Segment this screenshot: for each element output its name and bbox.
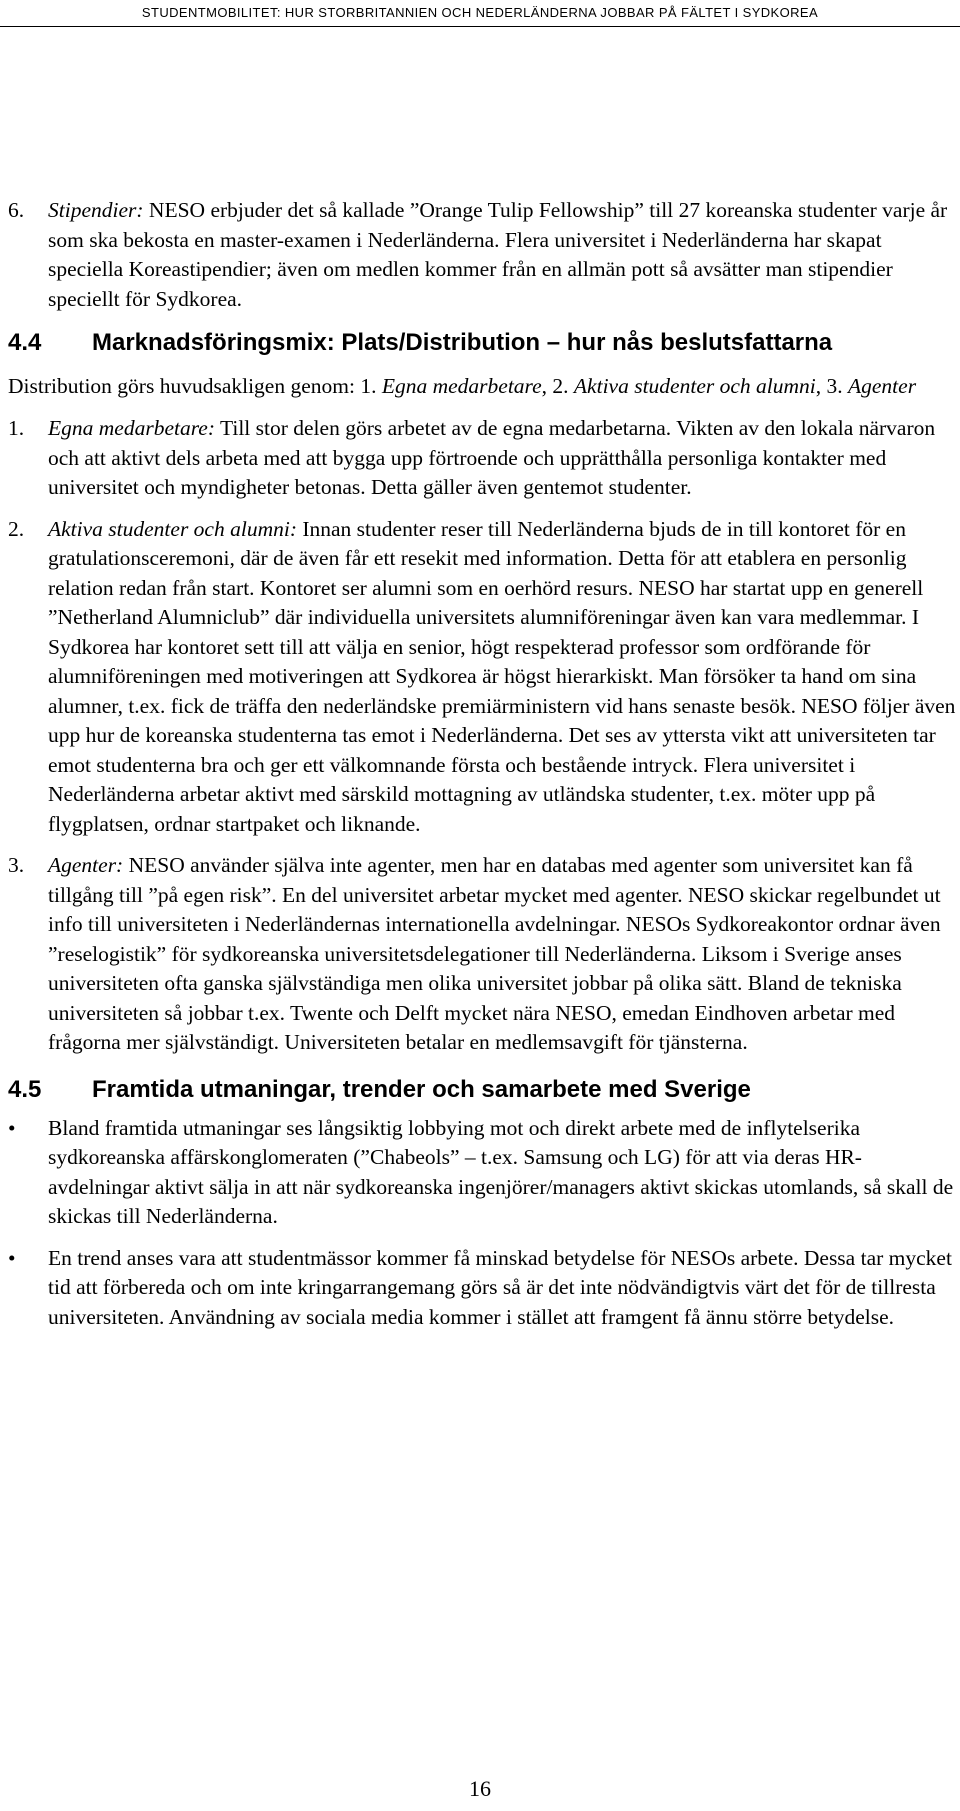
- list-item-number: 2.: [8, 516, 25, 541]
- list-item-body: [48, 414, 960, 503]
- list-item-text: NESO erbjuder det så kallade ”Orange Tulip Fellowship” till 27 koreanska studenter varje år som ska bekosta en master-examen i Nederländerna. Flera universitet i Nederländerna har skapat speciella Koreastipendier; även om medlen kommer från en allmän pott så avsätter man stipendier speciellt för Sydkorea.: [48, 198, 948, 311]
- running-header-title: STUDENTMOBILITET: HUR STORBRITANNIEN OCH NEDERLÄNDERNA JOBBAR PÅ FÄLTET I SYDKOREA: [141, 5, 819, 20]
- bullet-text: En trend anses vara att studentmässor kommer få minskad betydelse för NESOs arbete. Dessa tar mycket tid att förbereda och om inte kringarrangemang görs så är det inte nödvändigtvis värt det för de tillresta universiteten. Användning av sociala media kommer i stället att framgent få ännu större betydelse.: [48, 1245, 952, 1329]
- list-item-number: 1.: [8, 416, 25, 440]
- section-heading-4-4: [8, 327, 960, 359]
- list-item-number: 6.: [8, 198, 25, 222]
- intro-channel-2: Aktiva studenter och alumni: [573, 374, 816, 398]
- distribution-intro: [8, 373, 960, 400]
- list-item-label: Stipendier:: [48, 198, 144, 222]
- section-heading-4-5: [8, 1074, 960, 1106]
- list-item-label: Egna medarbetare:: [48, 416, 215, 440]
- bullet-item-2: [8, 1244, 960, 1333]
- bullet-item-1: [8, 1114, 960, 1232]
- list-item-text: Till stor delen görs arbetet av de egna medarbetarna. Vikten av den lokala närvaron och att aktivt dels arbeta med att bygga upp förtroende och upprätthålla personliga kontakter med universitet och myndigheter betonas. Detta gäller även gentemot studenter.: [48, 416, 936, 499]
- header-rule: [0, 26, 960, 27]
- section-number: 4.5: [8, 1075, 42, 1103]
- bullet-icon: •: [8, 1245, 16, 1270]
- list-item-label: Aktiva studenter och alumni:: [48, 516, 297, 541]
- intro-channel-3: Agenter: [848, 374, 917, 398]
- list-item-aktiva-studenter: [8, 515, 960, 840]
- bullet-icon: •: [8, 1115, 16, 1140]
- section-title: Framtida utmaningar, trender och samarbete med Sverige: [92, 1075, 751, 1103]
- list-item-text: NESO använder själva inte agenter, men har en databas med agenter som universitet kan få tillgång till ”på egen risk”. En del universitet arbetar mycket med agenter. NESO skickar regelbundet ut info till universiteten i Nederländernas internationella avdelningar. NESOs Sydkoreakontor ordnar även ”reselogistik” för sydkoreanska universitetsdelegationer till Nederländerna. Liksom i Sverige anses universiteten ofta ganska självständiga men olika universitet jobbar på olika sätt. Bland de tekniska universiteten så jobbar t.ex. Twente och Delft mycket nära NESO, emedan Eindhoven arbetar med frågorna mer självständigt. Universiteten betalar en medlemsavgift för tjänsterna.: [48, 853, 941, 1054]
- bullet-text: Bland framtida utmaningar ses långsiktig lobbying mot och direkt arbete med de inflytelserika sydkoreanska affärskonglomeraten (”Chabeols” – t.ex. Samsung och LG) för att via deras HR-avdelningar aktivt sälja in att när sydkoreanska ingenjörer/managers aktivt skickas utomlands, så skall de skickas till Nederländerna.: [48, 1115, 954, 1228]
- list-item-6: [8, 196, 960, 314]
- list-item-label: Agenter:: [48, 853, 124, 877]
- list-item-body: [48, 851, 960, 1058]
- list-item-body: [48, 196, 960, 314]
- page-content: [8, 196, 960, 1332]
- list-item-text: Innan studenter reser till Nederländerna bjuds de in till kontoret för en gratulationsceremoni, där de även får ett resekit med information. Detta för att etablera en personlig relation redan från start. Kontoret ser alumni som en oerhörd resurs. NESO har startat upp en generell ”Netherland Alumniclub” där individuella universitets alumniföreningar även kan vara medlemmar. I Sydkorea har kontoret sett till att välja en senior, högt respekterad professor som ordförande för alumniföreningen med motiveringen att Sydkorea är högst hierarkiskt. Man försöker ta hand om sina alumner, t.ex. fick de träffa den nederländske premiärministern vid hans senaste besök. NESO följer även upp hur de koreanska studenterna tas emot i Nederländerna. Det ses av yttersta vikt att universiteten tar emot studenterna bra och ger ett välkomnande första och bestående intryck. Flera universitet i Nederländerna arbetar aktivt med särskild mottagning av utländska studenter, t.ex. möter upp på flygplatsen, ordnar startpaket och liknande.: [48, 516, 956, 836]
- intro-channel-1: Egna medarbetare: [381, 374, 542, 398]
- section-number: 4.4: [8, 329, 42, 356]
- running-header: [0, 0, 960, 20]
- intro-sep: , 2.: [541, 374, 574, 398]
- list-item-egna-medarbetare: [8, 414, 960, 503]
- list-item-body: [48, 515, 960, 840]
- page-number: 16: [469, 1776, 491, 1801]
- intro-sep: , 3.: [815, 374, 848, 398]
- list-item-agenter: [8, 851, 960, 1058]
- intro-text: Distribution görs huvudsakligen genom: 1.: [8, 374, 382, 398]
- list-item-number: 3.: [8, 853, 25, 877]
- section-title: Marknadsföringsmix: Plats/Distribution – hur nås beslutsfattarna: [92, 329, 833, 356]
